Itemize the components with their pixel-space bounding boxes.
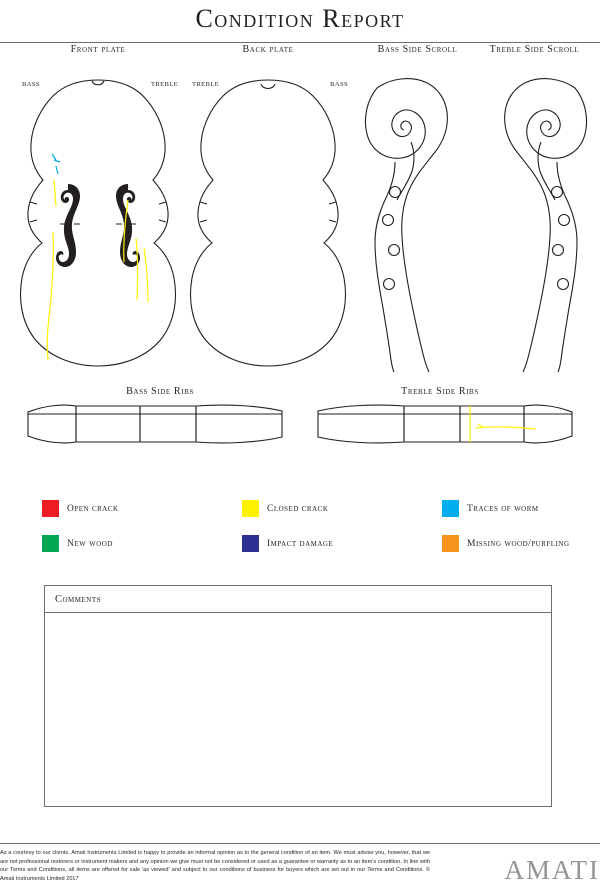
back-plate-outline-svg	[178, 72, 358, 372]
front-plate-bass-label: BASS	[22, 81, 40, 88]
back-plate-caption: Back plate	[242, 44, 294, 55]
bass-ribs-caption: Bass Side Ribs	[126, 386, 194, 397]
legend-item-impact-damage	[242, 535, 442, 552]
annotation-closed-crack-front	[47, 180, 148, 360]
ribs-area	[0, 386, 600, 456]
front-plate-diagram	[8, 44, 188, 374]
legend-item-traces-of-worm	[442, 500, 600, 517]
front-plate-outline-svg	[8, 72, 188, 372]
legend-label-closed-crack: Closed crack	[267, 503, 329, 514]
swatch-new-wood-icon	[42, 535, 59, 552]
footer-divider	[0, 843, 600, 844]
legend-label-impact-damage: Impact damage	[267, 538, 334, 549]
treble-side-scroll-diagram	[472, 44, 597, 374]
annotation-closed-crack-treble-ribs	[470, 406, 536, 442]
treble-scroll-outline-svg	[472, 72, 597, 372]
legend-item-new-wood	[42, 535, 242, 552]
treble-ribs-outline-svg	[300, 402, 580, 448]
comments-heading: Comments	[55, 593, 102, 605]
back-plate-treble-label: TREBLE	[192, 81, 219, 88]
bass-ribs-outline-svg	[20, 402, 300, 448]
legend-item-open-crack	[42, 500, 242, 517]
bass-side-scroll-diagram	[355, 44, 480, 374]
swatch-closed-crack-icon	[242, 500, 259, 517]
title-divider	[0, 42, 600, 43]
legend-label-missing-wood: Missing wood/purfling	[467, 538, 570, 549]
legend-label-traces-of-worm: Traces of worm	[467, 503, 539, 514]
brand-wordmark: AMATI	[504, 855, 600, 885]
comments-input[interactable]	[45, 613, 551, 806]
swatch-open-crack-icon	[42, 500, 59, 517]
legend-item-closed-crack	[242, 500, 442, 517]
swatch-missing-wood-icon	[442, 535, 459, 552]
legend-item-missing-wood	[442, 535, 600, 552]
back-plate-bass-label: BASS	[330, 81, 348, 88]
treble-side-ribs-diagram	[300, 386, 580, 397]
front-plate-treble-label: TREBLE	[151, 81, 178, 88]
legend	[42, 500, 582, 552]
page-title: Condition Report	[195, 4, 405, 33]
annotation-traces-of-worm-front	[52, 154, 60, 174]
treble-ribs-caption: Treble Side Ribs	[401, 386, 479, 397]
diagram-area	[0, 44, 600, 384]
bass-side-ribs-diagram	[20, 386, 300, 397]
bass-scroll-outline-svg	[355, 72, 480, 372]
legend-label-new-wood: New wood	[67, 538, 113, 549]
comments-box	[44, 585, 552, 807]
back-plate-diagram	[178, 44, 358, 374]
swatch-traces-of-worm-icon	[442, 500, 459, 517]
treble-scroll-caption: Treble Side Scroll	[489, 44, 580, 55]
legend-label-open-crack: Open crack	[67, 503, 119, 514]
comments-header	[45, 586, 551, 613]
swatch-impact-damage-icon	[242, 535, 259, 552]
front-plate-caption: Front plate	[70, 44, 126, 55]
footer-disclaimer: As a courtesy to our clients, Amati Instruments Limited is happy to provide an informal opinion as to the general condition of an item. We must advise you, however, that we are not professional restorers or instrument makers and any opinion we give must not be considered or used as a guarantee or warranty as to an item's condition. In line with our Terms and Conditions, all items are offered for sale 'as viewed' and subject to our conditions of business for buyers which are set out in our Terms and Conditions. © Amati Instruments Limited 2017	[0, 850, 430, 882]
bass-scroll-caption: Bass Side Scroll	[377, 44, 458, 55]
